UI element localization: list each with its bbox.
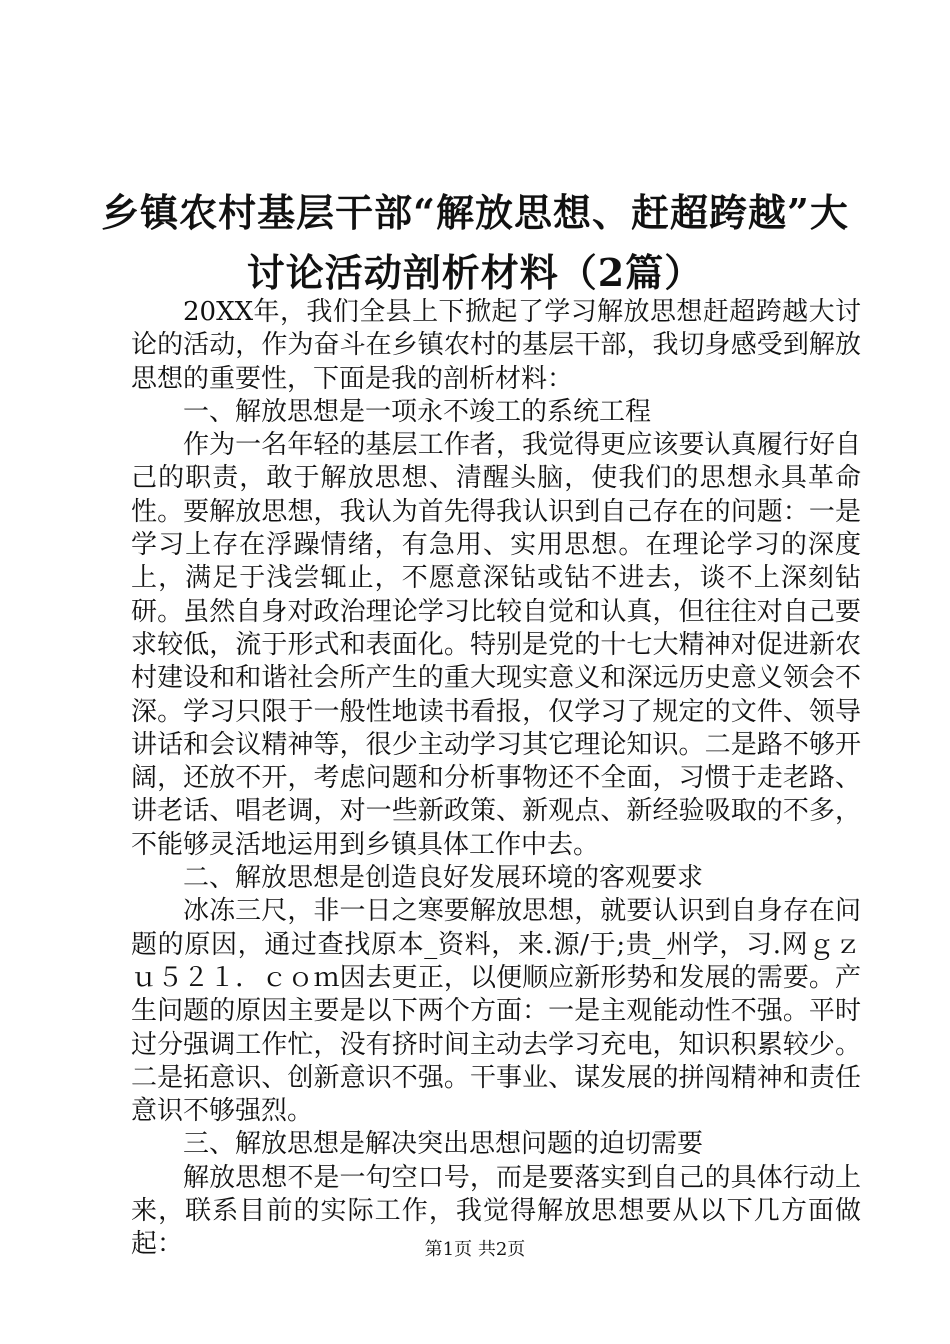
section-1-paragraph: 作为一名年轻的基层工作者，我觉得更应该要认真履行好自己的职责，敢于解放思想、清醒头脑，使我们的思想永具革命性。要解放思想，我认为首先得我认识到自己存在的问题：一是学习上存在浮躁情绪，有急用、实用思想。在理论学习的深度上，满足于浅尝辄止，不愿意深钻或钻不进去，谈不上深刻钻研。虽然自身对政治理论学习比较自觉和认真，但往往对自己要求较低，流于形式和表面化。特别是党的十七大精神对促进新农村建设和和谐社会所产生的重大现实意义和深远历史意义领会不深。学习只限于一般性地读书看报，仅学习了规定的文件、领导讲话和会议精神等，很少主动学习其它理论知识。二是路不够开阔，还放不开，考虑问题和分析事物还不全面，习惯于走老路、讲老话、唱老调，对一些新政策、新观点、新经验吸取的不多，不能够灵活地运用到乡镇具体工作中去。 (131, 430, 861, 860)
page-number-footer: 第1页 共2页 (424, 1239, 526, 1260)
title-line-1: 乡镇农村基层干部“解放思想、赶超跨越”大 (101, 190, 849, 236)
section-3-paragraph: 解放思想不是一句空口号，而是要落实到自己的具体行动上来，联系目前的实际工作，我觉得解放思想要从以下几方面做起： (131, 1162, 861, 1260)
intro-paragraph: 20XX年，我们全县上下掀起了学习解放思想赶超跨越大讨论的活动，作为奋斗在乡镇农村的基层干部，我切身感受到解放思想的重要性，下面是我的剖析材料： (131, 297, 861, 394)
title-line-2: 讨论活动剖析材料（2篇） (246, 250, 704, 296)
section-heading-1: 一、解放思想是一项永不竣工的系统工程 (183, 396, 652, 427)
section-2-paragraph: 冰冻三尺，非一日之寒要解放思想，就要认识到自身存在问题的原因，通过查找原本_资料，来.源/于;贵_州学，习.网ｇｚｕ５２１．ｃｏｍ因去更正，以便顺应新形势和发展的需要。产生问题的原因主要是以下两个方面：一是主观能动性不强。平时过分强调工作忙，没有挤时间主动去学习充电，知识积累较少。二是拓意识、创新意识不强。干事业、谋发展的拼闯精神和责任意识不够强烈。 (131, 896, 861, 1127)
document-title (60, 183, 890, 303)
section-heading-3: 三、解放思想是解决突出思想问题的迫切需要 (183, 1129, 704, 1160)
section-heading-2: 二、解放思想是创造良好发展环境的客观要求 (183, 863, 704, 894)
document-body (131, 296, 861, 1262)
